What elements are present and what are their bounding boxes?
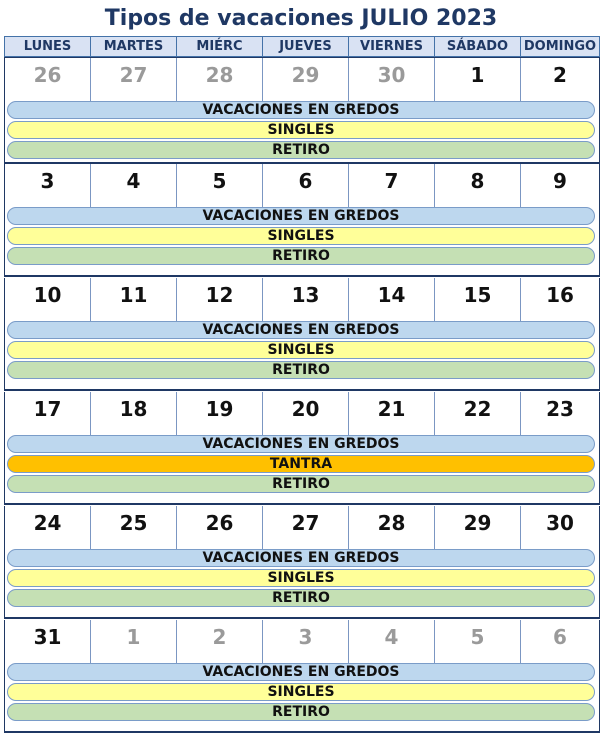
calendar-week <box>4 392 600 505</box>
day-cell[interactable]: 9 <box>553 169 567 193</box>
day-cell[interactable]: 27 <box>263 506 349 551</box>
event-bar-retiro[interactable]: RETIRO <box>7 361 595 379</box>
event-bar-singles[interactable]: SINGLES <box>7 569 595 587</box>
event-bar-gredos[interactable]: VACACIONES EN GREDOS <box>7 435 595 453</box>
day-cell[interactable]: 30 <box>546 511 574 535</box>
day-cell[interactable]: 12 <box>177 278 263 323</box>
weekday-header <box>4 36 600 57</box>
day-cell[interactable]: 23 <box>546 397 574 421</box>
weekday-tuesday: MARTES <box>91 37 177 56</box>
event-bar-retiro[interactable]: RETIRO <box>7 247 595 265</box>
day-cell[interactable]: 28 <box>349 506 435 551</box>
day-cell-other-month[interactable]: 1 <box>91 620 177 665</box>
day-cell-other-month[interactable]: 26 <box>5 58 91 103</box>
week-days-row <box>5 58 599 103</box>
weekday-saturday: SÁBADO <box>435 37 521 56</box>
day-cell[interactable]: 21 <box>349 392 435 437</box>
day-cell[interactable]: 11 <box>91 278 177 323</box>
day-cell[interactable]: 16 <box>546 283 574 307</box>
day-cell[interactable]: 19 <box>177 392 263 437</box>
day-cell[interactable]: 3 <box>5 164 91 209</box>
day-cell[interactable]: 15 <box>435 278 521 323</box>
day-cell[interactable]: 5 <box>177 164 263 209</box>
calendar-week <box>4 278 600 391</box>
event-bar-singles[interactable]: SINGLES <box>7 683 595 701</box>
day-cell-other-month[interactable]: 6 <box>553 625 567 649</box>
day-cell[interactable]: 6 <box>263 164 349 209</box>
day-cell-other-month[interactable]: 30 <box>349 58 435 103</box>
day-cell[interactable]: 18 <box>91 392 177 437</box>
day-cell[interactable]: 22 <box>435 392 521 437</box>
calendar-week <box>4 57 600 164</box>
day-cell[interactable]: 25 <box>91 506 177 551</box>
event-bar-gredos[interactable]: VACACIONES EN GREDOS <box>7 663 595 681</box>
event-bar-singles[interactable]: SINGLES <box>7 227 595 245</box>
day-cell-other-month[interactable]: 27 <box>91 58 177 103</box>
day-cell[interactable]: 26 <box>177 506 263 551</box>
week-days-row <box>5 392 599 437</box>
event-bar-gredos[interactable]: VACACIONES EN GREDOS <box>7 321 595 339</box>
event-bar-singles[interactable]: SINGLES <box>7 341 595 359</box>
week-days-row <box>5 164 599 209</box>
event-bar-retiro[interactable]: RETIRO <box>7 475 595 493</box>
day-cell[interactable]: 8 <box>435 164 521 209</box>
day-cell-other-month[interactable]: 3 <box>263 620 349 665</box>
event-bar-gredos[interactable]: VACACIONES EN GREDOS <box>7 101 595 119</box>
day-cell[interactable]: 2 <box>553 63 567 87</box>
weekday-wednesday: MIÉRC <box>177 37 263 56</box>
day-cell[interactable]: 17 <box>5 392 91 437</box>
day-cell[interactable]: 7 <box>349 164 435 209</box>
event-bar-retiro[interactable]: RETIRO <box>7 589 595 607</box>
day-cell-other-month[interactable]: 2 <box>177 620 263 665</box>
event-bar-retiro[interactable]: RETIRO <box>7 703 595 721</box>
day-cell[interactable]: 20 <box>263 392 349 437</box>
weekday-friday: VIERNES <box>349 37 435 56</box>
weekday-sunday: DOMINGO <box>523 39 597 54</box>
week-days-row <box>5 620 599 665</box>
week-days-row <box>5 506 599 551</box>
day-cell-other-month[interactable]: 29 <box>263 58 349 103</box>
event-bar-singles[interactable]: SINGLES <box>7 121 595 139</box>
day-cell[interactable]: 13 <box>263 278 349 323</box>
calendar-week <box>4 164 600 277</box>
day-cell[interactable]: 1 <box>435 58 521 103</box>
event-bar-tantra[interactable]: TANTRA <box>7 455 595 473</box>
day-cell[interactable]: 31 <box>5 620 91 665</box>
calendar-week <box>4 620 600 733</box>
calendar-title: Tipos de vacaciones JULIO 2023 <box>104 6 498 31</box>
day-cell-other-month[interactable]: 28 <box>177 58 263 103</box>
event-bar-gredos[interactable]: VACACIONES EN GREDOS <box>7 549 595 567</box>
day-cell[interactable]: 4 <box>91 164 177 209</box>
weekday-thursday: JUEVES <box>263 37 349 56</box>
day-cell-other-month[interactable]: 4 <box>349 620 435 665</box>
day-cell[interactable]: 10 <box>5 278 91 323</box>
day-cell[interactable]: 24 <box>5 506 91 551</box>
calendar-week <box>4 506 600 619</box>
event-bar-gredos[interactable]: VACACIONES EN GREDOS <box>7 207 595 225</box>
week-days-row <box>5 278 599 323</box>
day-cell[interactable]: 29 <box>435 506 521 551</box>
day-cell-other-month[interactable]: 5 <box>435 620 521 665</box>
weekday-monday: LUNES <box>5 37 91 56</box>
day-cell[interactable]: 14 <box>349 278 435 323</box>
event-bar-retiro[interactable]: RETIRO <box>7 141 595 159</box>
